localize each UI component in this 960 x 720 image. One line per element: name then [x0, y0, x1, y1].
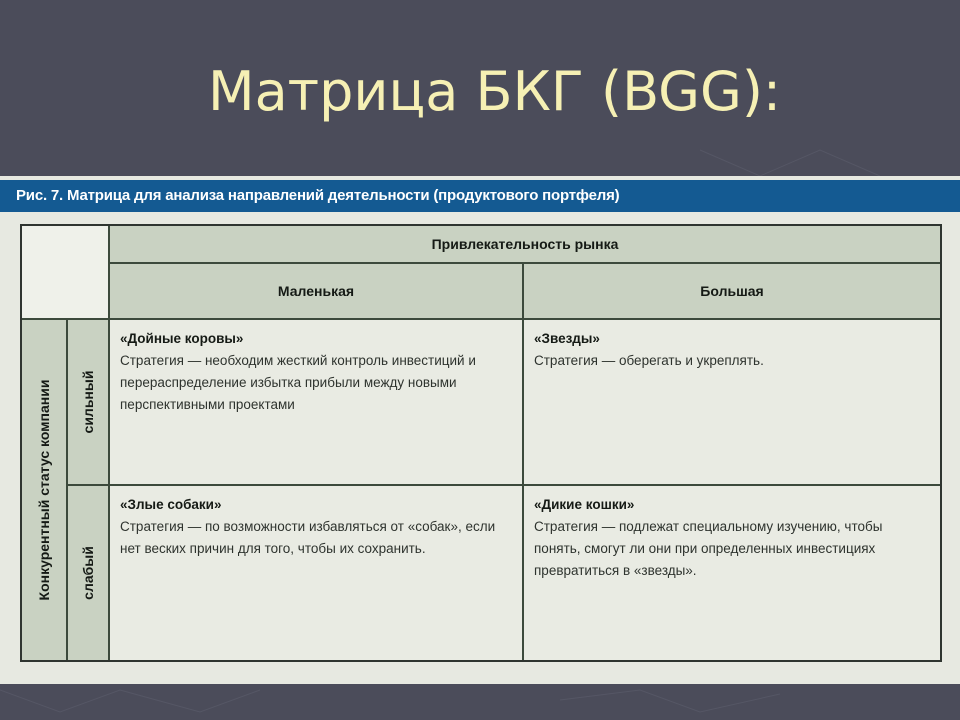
quadrant-title: «Злые собаки» — [120, 497, 222, 512]
figure-caption: Рис. 7. Матрица для анализа направлений деятельности (продуктового портфеля) — [16, 187, 620, 204]
slide-title: Матрица БКГ (BGG): — [208, 60, 782, 123]
quadrant-title: «Дойные коровы» — [120, 331, 244, 346]
bcg-matrix-figure — [0, 176, 960, 684]
row-header-strong — [68, 320, 110, 486]
caption-bar — [0, 180, 960, 212]
row-strong-label: сильный — [80, 370, 96, 434]
market-attractiveness-header: Привлекательность рынка — [110, 226, 940, 264]
quadrant-stars — [524, 320, 940, 486]
quadrant-strategy: Стратегия — оберегать и укреплять. — [534, 353, 764, 368]
quadrant-wild-cats — [524, 486, 940, 660]
column-header-small: Маленькая — [110, 264, 524, 320]
quadrant-title: «Дикие кошки» — [534, 497, 635, 512]
matrix-table — [20, 224, 942, 662]
quadrant-strategy: Стратегия — необходим жесткий контроль инвестиций и перераспределение избытка прибыли между новыми перспективными проектами — [120, 353, 476, 412]
row-header-weak — [68, 486, 110, 660]
quadrant-strategy: Стратегия — по возможности избавляться от «собак», если нет веских причин для того, чтобы их сохранить. — [120, 519, 496, 556]
competitive-status-header — [22, 320, 68, 660]
quadrant-title: «Звезды» — [534, 331, 600, 346]
quadrant-dogs — [110, 486, 524, 660]
competitive-status-label: Конкурентный статус компании — [36, 379, 52, 601]
column-header-big: Большая — [524, 264, 940, 320]
corner-cell — [22, 226, 110, 320]
quadrant-strategy: Стратегия — подлежат специальному изучению, чтобы понять, смогут ли они при определенных инвестициях превратиться в «звезды». — [534, 519, 883, 578]
quadrant-cash-cows — [110, 320, 524, 486]
row-weak-label: слабый — [80, 546, 96, 600]
